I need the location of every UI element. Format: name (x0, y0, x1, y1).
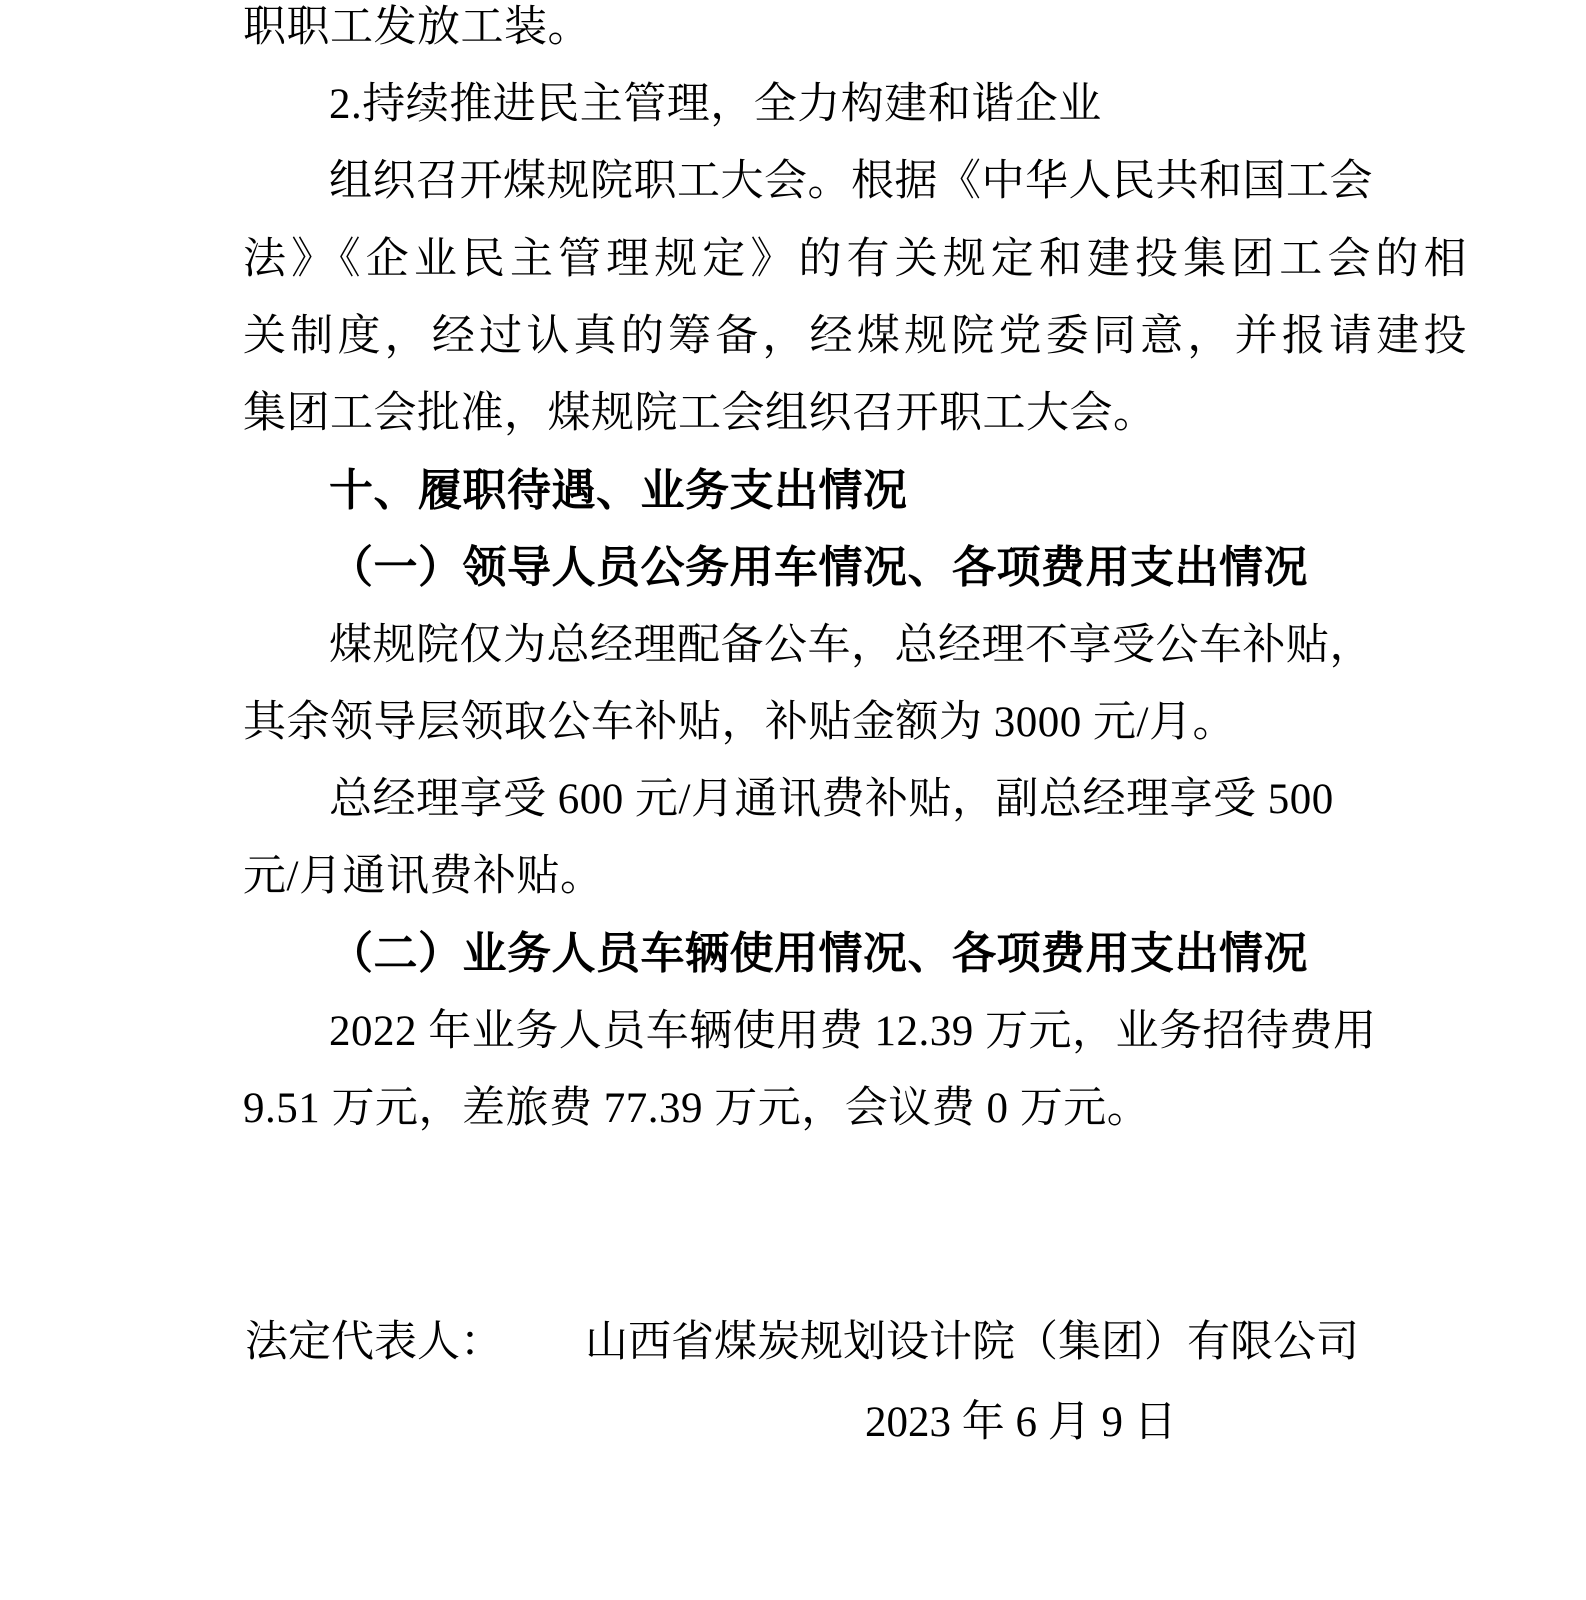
body-line: 法》《企业民主管理规定》的有关规定和建投集团工会的相 (243, 236, 1467, 283)
signature-date: 2023 年 6 月 9 日 (865, 1399, 1177, 1446)
section-heading: （一）领导人员公务用车情况、各项费用支出情况 (329, 543, 1308, 592)
body-line: 职职工发放工装。 (243, 4, 591, 51)
body-line: 其余领导层领取公车补贴，补贴金额为 3000 元/月。 (243, 699, 1236, 746)
legal-rep-label: 法定代表人： (245, 1319, 503, 1366)
body-line: 2.持续推进民主管理，全力构建和谐企业 (329, 81, 1102, 128)
body-line: 关制度，经过认真的筹备，经煤规院党委同意，并报请建投 (243, 313, 1467, 360)
body-line: 煤规院仅为总经理配备公车，总经理不享受公车补贴， (329, 622, 1373, 669)
body-line: 组织召开煤规院职工大会。根据《中华人民共和国工会 (329, 158, 1373, 205)
company-name: 山西省煤炭规划设计院（集团）有限公司 (585, 1319, 1359, 1366)
section-heading: 十、履职待遇、业务支出情况 (329, 466, 908, 515)
body-line: 总经理享受 600 元/月通讯费补贴，副总经理享受 500 (329, 776, 1334, 823)
section-heading: （二）业务人员车辆使用情况、各项费用支出情况 (329, 929, 1308, 978)
body-line: 2022 年业务人员车辆使用费 12.39 万元，业务招待费用 (329, 1008, 1377, 1055)
body-line: 9.51 万元，差旅费 77.39 万元，会议费 0 万元。 (243, 1085, 1151, 1132)
body-line: 元/月通讯费补贴。 (243, 853, 604, 900)
body-line: 集团工会批准，煤规院工会组织召开职工大会。 (243, 390, 1157, 437)
